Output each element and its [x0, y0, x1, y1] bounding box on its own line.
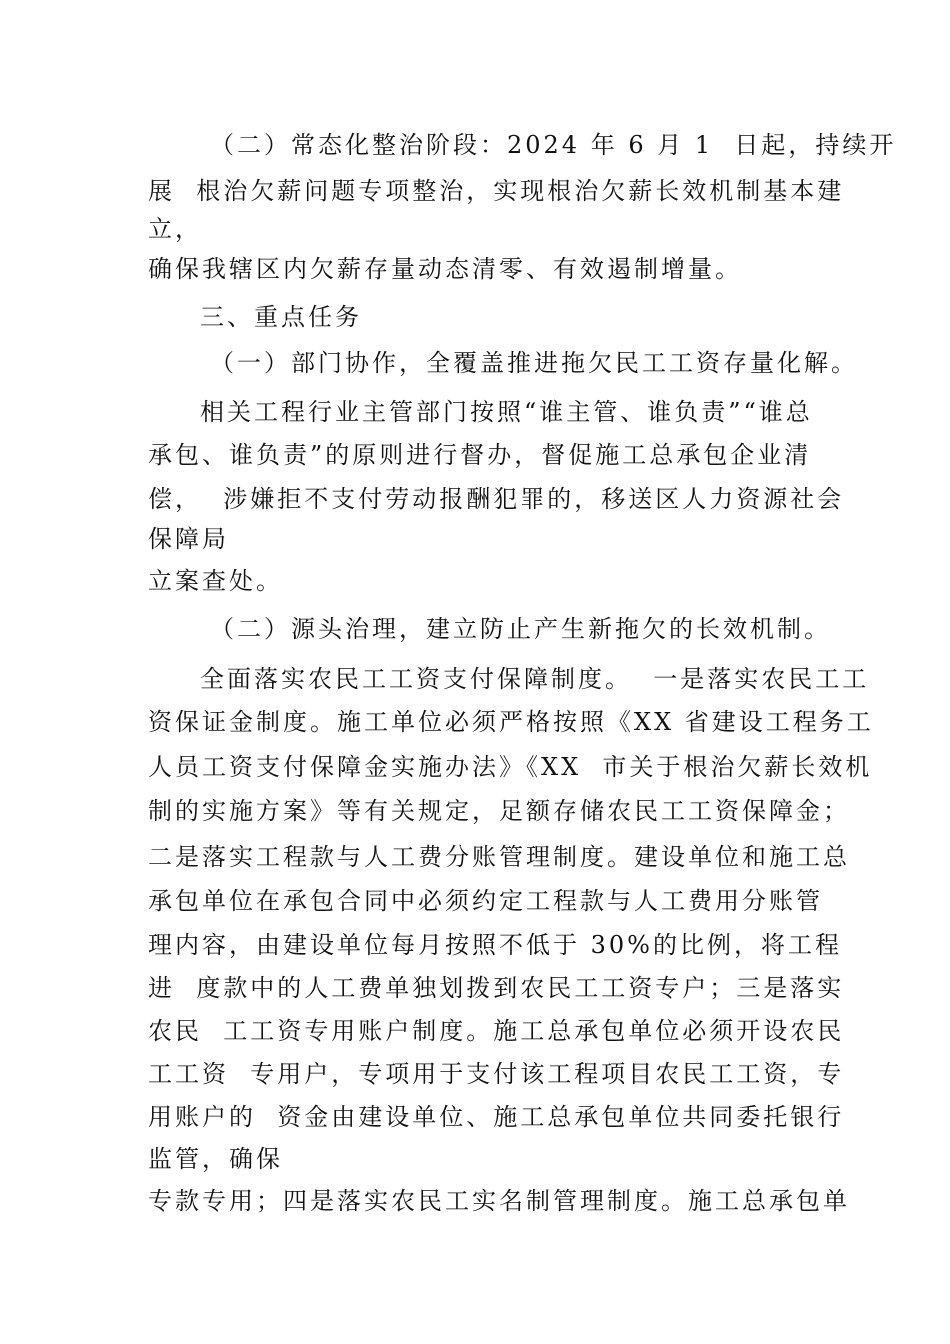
text-line: 农民 工工资专用账户制度。施工总承包单位必须开设农民 — [148, 1017, 845, 1045]
text-line: 承包单位在承包合同中必须约定工程款与人工费用分账管 — [148, 887, 823, 915]
text-line: 专款专用；四是落实农民工实名制管理制度。施工总承包单 — [148, 1187, 850, 1215]
text-line: （二）常态化整治阶段：2024 年 6 月 1 日起，持续开 — [210, 131, 897, 159]
text-line: 资保证金制度。施工单位必须严格按照《XX 省建设工程务工 — [148, 708, 874, 736]
text-line: 偿， 涉嫌拒不支付劳动报酬犯罪的，移送区人力资源社会 — [148, 485, 845, 513]
subsection-heading: （二）源头治理，建立防止产生新拖欠的长效机制。 — [210, 615, 831, 643]
text-line: 工工资 专用户，专项用于支付该工程项目农民工工资，专 — [148, 1060, 845, 1088]
text-line: 用账户的 资金由建设单位、施工总承包单位共同委托银行 — [148, 1103, 845, 1131]
text-line: 确保我辖区内欠薪存量动态清零、有效遏制增量。 — [148, 255, 742, 283]
text-line: 监管，确保 — [148, 1145, 283, 1173]
text-line: 相关工程行业主管部门按照“谁主管、谁负责”“谁总 — [200, 398, 813, 426]
section-heading: 三、重点任务 — [200, 303, 362, 331]
text-line: 展 根治欠薪问题专项整治，实现根治欠薪长效机制基本建 — [148, 177, 845, 205]
text-line: 人员工资支付保障金实施办法》《XX 市关于根治欠薪长效机 — [148, 753, 873, 781]
text-line: 保障局 — [148, 525, 229, 553]
text-line: 理内容，由建设单位每月按照不低于 30%的比例，将工程 — [148, 931, 842, 959]
text-line: 全面落实农民工工资支付保障制度。 一是落实农民工工 — [200, 665, 870, 693]
subsection-heading: （一）部门协作，全覆盖推进拖欠民工工资存量化解。 — [210, 349, 858, 377]
text-line: 进 度款中的人工费单独划拨到农民工工资专户；三是落实 — [148, 974, 845, 1002]
text-line: 制的实施方案》等有关规定，足额存储农民工工资保障金； — [148, 797, 850, 825]
text-line: 承包、谁负责”的原则进行督办，督促施工总承包企业清 — [148, 441, 812, 469]
text-line: 立， — [148, 215, 202, 243]
text-line: 二是落实工程款与人工费分账管理制度。建设单位和施工总 — [148, 843, 850, 871]
text-line: 立案查处。 — [148, 567, 283, 595]
